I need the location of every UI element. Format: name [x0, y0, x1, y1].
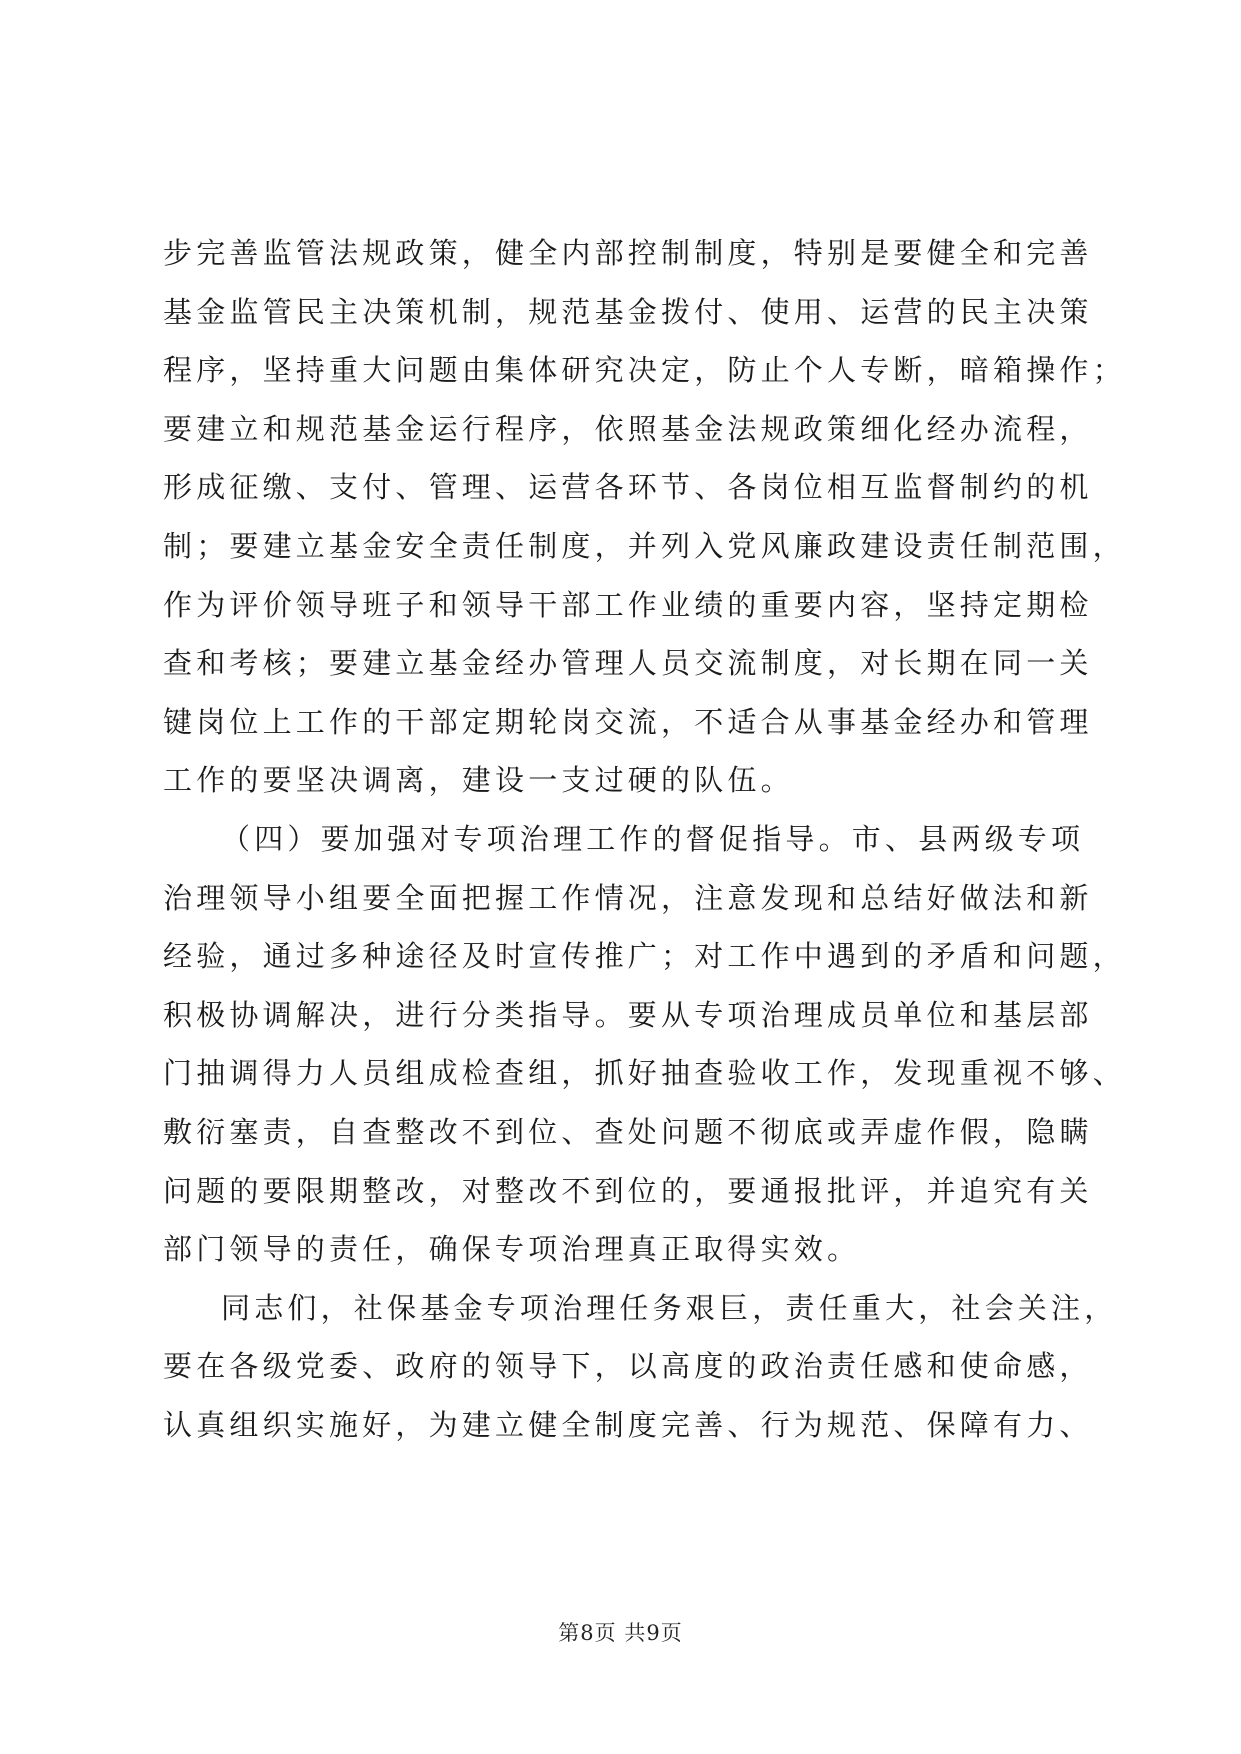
text-line: 要在各级党委、政府的领导下，以高度的政治责任感和使命感， — [163, 1349, 1093, 1384]
document-body — [163, 224, 1126, 1454]
text-line: 经验，通过多种途径及时宣传推广；对工作中遇到的矛盾和问题， — [163, 939, 1126, 974]
text-line: 基金监管民主决策机制，规范基金拨付、使用、运营的民主决策 — [163, 294, 1093, 329]
text-line: 要建立和规范基金运行程序，依照基金法规政策细化经办流程， — [163, 411, 1093, 446]
text-line: 门抽调得力人员组成检查组，抓好抽查验收工作，发现重视不够、 — [163, 1056, 1126, 1091]
text-line: 治理领导小组要全面把握工作情况，注意发现和总结好做法和新 — [163, 880, 1093, 915]
page-number-footer: 第8页 共9页 — [558, 1621, 683, 1645]
text-line: 工作的要坚决调离，建设一支过硬的队伍。 — [163, 763, 794, 798]
text-line: 认真组织实施好，为建立健全制度完善、行为规范、保障有力、 — [163, 1407, 1093, 1442]
text-line: 问题的要限期整改，对整改不到位的，要通报批评，并追究有关 — [163, 1173, 1093, 1208]
paragraph-start-line: 同志们，社保基金专项治理任务艰巨，责任重大，社会关注， — [221, 1290, 1118, 1325]
paragraph-start-line: （四）要加强对专项治理工作的督促指导。市、县两级专项 — [221, 821, 1085, 856]
text-line: 键岗位上工作的干部定期轮岗交流，不适合从事基金经办和管理 — [163, 704, 1093, 739]
text-line: 敷衍塞责，自查整改不到位、查处问题不彻底或弄虚作假，隐瞒 — [163, 1114, 1093, 1149]
text-line: 形成征缴、支付、管理、运营各环节、各岗位相互监督制约的机 — [163, 470, 1093, 505]
text-line: 步完善监管法规政策，健全内部控制制度，特别是要健全和完善 — [163, 236, 1093, 270]
text-line: 制；要建立基金安全责任制度，并列入党风廉政建设责任制范围， — [163, 528, 1126, 563]
text-line: 程序，坚持重大问题由集体研究决定，防止个人专断，暗箱操作； — [163, 353, 1126, 388]
text-line: 作为评价领导班子和领导干部工作业绩的重要内容，坚持定期检 — [163, 587, 1093, 622]
text-line: 部门领导的责任，确保专项治理真正取得实效。 — [163, 1232, 861, 1267]
text-line: 积极协调解决，进行分类指导。要从专项治理成员单位和基层部 — [163, 997, 1093, 1032]
text-line: 查和考核；要建立基金经办管理人员交流制度，对长期在同一关 — [163, 646, 1093, 681]
